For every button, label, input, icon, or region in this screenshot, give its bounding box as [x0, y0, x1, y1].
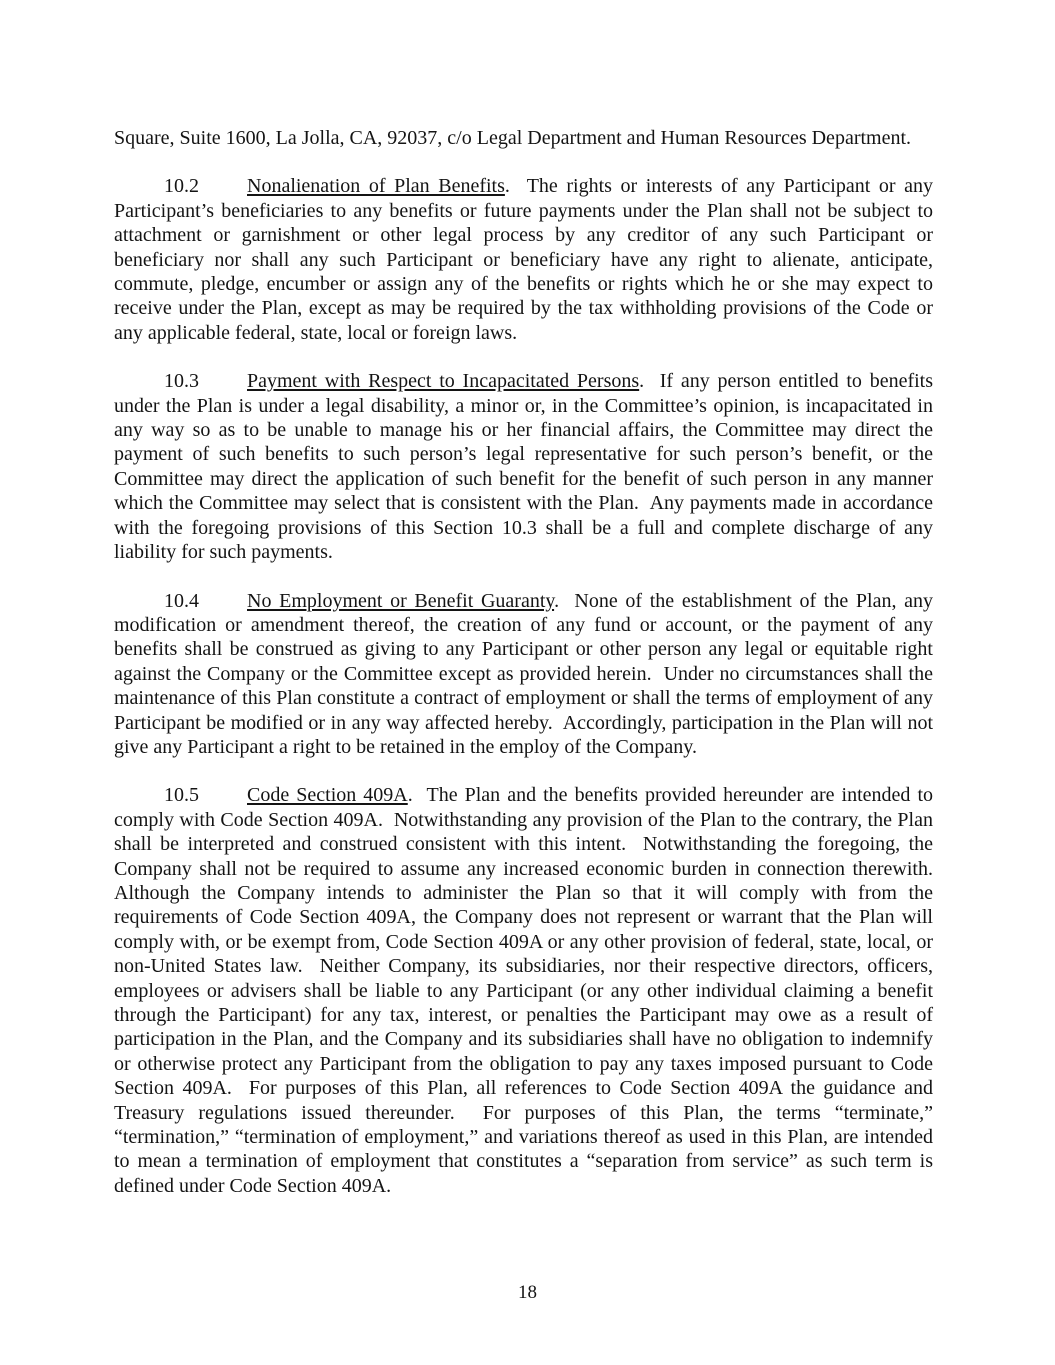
page-content [114, 126, 943, 1222]
section-10-2 [114, 174, 938, 345]
section-body: . If any person entitled to benefits under the Plan is under a legal disability, a minor or, in the Committee’s opinion, is incapacitated in any way so as to be unable to manage his or her financial affairs, the Committee may direct the payment of such benefits to such person’s legal representative for such person’s benefit, or the Committee may direct the application of such benefit for the benefit of such person in any manner which the Committee may select that is consistent with the Plan. Any payments made in accordance with the foregoing provisions of this Section 10.3 shall be a full and complete discharge of any liability for such payments. [114, 370, 938, 564]
paragraph-address-continuation [114, 126, 933, 150]
section-10-5 [114, 783, 943, 1198]
section-number: 10.2 [164, 175, 199, 198]
section-heading: No Employment or Benefit Guaranty [247, 589, 555, 612]
section-heading: Nonalienation of Plan Benefits [247, 175, 505, 198]
section-body: . The rights or interests of any Participant or any Participant’s beneficiaries to any benefits or future payments under the Plan shall not be subject to attachment or garnishment or other legal process by any creditor of any such Participant or beneficiary nor shall any such Participant or beneficiary have any right to alienate, anticipate, commute, pledge, encumber or assign any of the benefits or rights which he or she may expect to receive under the Plan, except as may be required by the tax withholding provisions of the Code or any applicable federal, state, local or foreign laws. [114, 175, 938, 344]
section-number: 10.4 [164, 589, 199, 612]
section-heading: Payment with Respect to Incapacitated Persons [247, 370, 640, 393]
section-body: . None of the establishment of the Plan, any modification or amendment thereof, the creation of any fund or account, or the payment of any benefits shall be construed as giving to any Participant or other person any legal or equitable right against the Company or the Committee except as provided herein. Under no circumstances shall the maintenance of this Plan constitute a contract of employment or shall the terms of employment of any Participant be modified or in any way affected hereby. Accordingly, participation in the Plan will not give any Participant a right to be retained in the employ of the Company. [114, 589, 939, 758]
section-heading: Code Section 409A [247, 784, 408, 807]
section-number: 10.3 [164, 370, 199, 393]
paragraph-text: Square, Suite 1600, La Jolla, CA, 92037, c/o Legal Department and Human Resources Department. [114, 127, 912, 149]
section-body: . The Plan and the benefits provided hereunder are intended to comply with Code Section 409A. Notwithstanding any provision of the Plan to the contrary, the Plan shall be interpreted and construed consistent with this intent. Notwithstanding the foregoing, the Company shall not be required to assume any increased economic burden in connection therewith. Although the Company intends to administer the Plan so that it will comply with from the requirements of Code Section 409A, the Company does not represent or warrant that the Plan will comply with, or be exempt from, Code Section 409A or any other provision of federal, state, local, or non-United States law. Neither Company, its subsidiaries, nor their respective directors, officers, employees or advisers shall be liable to any Participant (or any other individual claiming a benefit through the Participant) for any tax, interest, or penalties the Participant may owe as a result of participation in the Plan, and the Company and its subsidiaries shall have no obligation to indemnify or otherwise protect any Participant from the obligation to pay any taxes imposed pursuant to Code Section 409A. For purposes of this Plan, all references to Code Section 409A the guidance and Treasury regulations issued thereunder. For purposes of this Plan, the terms “terminate,” “termination,” “termination of employment,” and variations thereof as used in this Plan, are intended to mean a termination of employment that constitutes a “separation from service” as such term is defined under Code Section 409A. [114, 784, 943, 1197]
section-10-4 [114, 589, 939, 760]
page-number: 18 [518, 1282, 537, 1303]
section-number: 10.5 [164, 784, 199, 807]
section-10-3 [114, 369, 938, 564]
